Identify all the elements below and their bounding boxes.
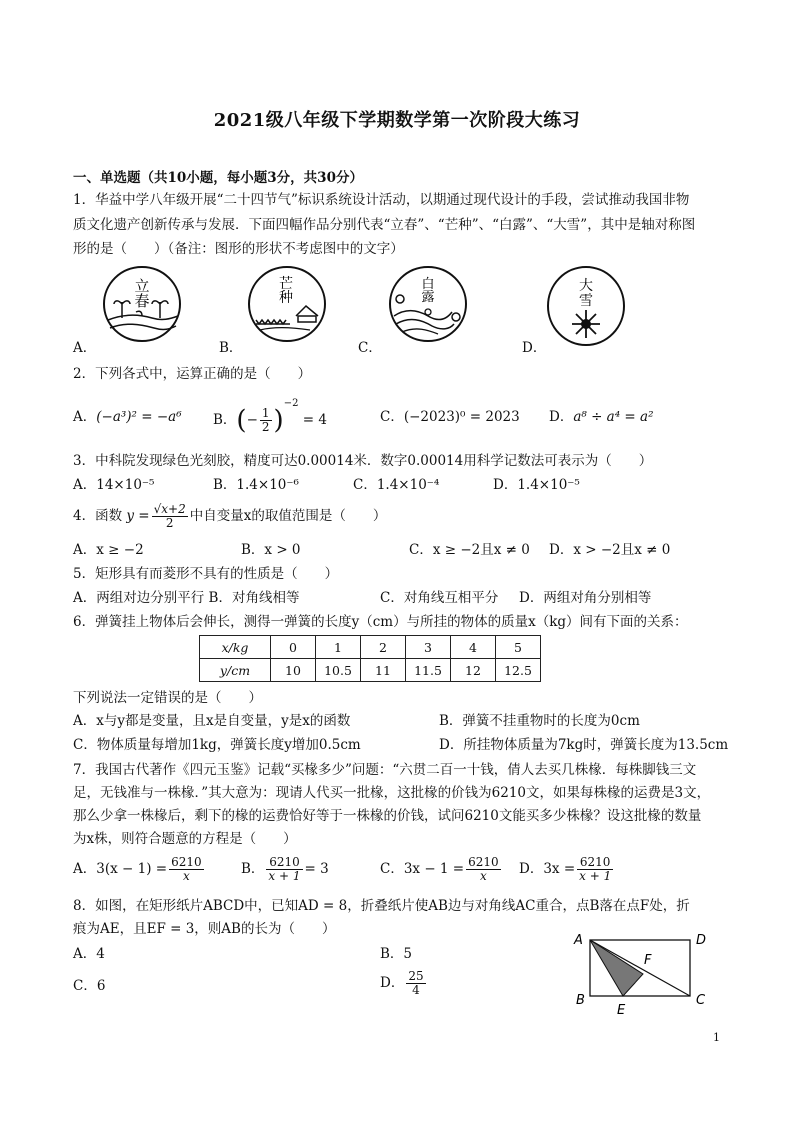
q7-line-2: 足，无钱准与一株椽．”其大意为：现请人代买一批椽，这批椽的价钱为6210文，如果每株椽的运费是3文，: [73, 785, 711, 801]
q1-option-d: D．: [522, 340, 547, 356]
q4-option-d: D．x > −2且x ≠ 0: [549, 542, 671, 558]
q4-y: y =: [126, 508, 150, 524]
q8-option-b: B．5: [380, 946, 413, 962]
q5-option-ab: A．两组对边分别平行 B．对角线相等: [73, 590, 300, 606]
q6-option-b: B．弹簧不挂重物时的长度为0cm: [439, 713, 640, 729]
label-e: E: [617, 1003, 626, 1018]
frac-num: √x+2: [153, 502, 186, 516]
table-header: x/kg: [200, 636, 271, 659]
table-cell: 2: [361, 636, 406, 659]
q7-a-lhs: A．3(x − 1) =: [73, 861, 168, 877]
q2-option-d-expr: a⁸ ÷ a⁴ = a²: [573, 409, 654, 425]
icon-text: 春: [134, 292, 150, 310]
label-d: D: [696, 933, 707, 948]
q6-stem: 6．弹簧挂上物体后会伸长，测得一弹簧的长度y（cm）与所挂的物体的质量x（kg）间有下面的关系：: [73, 614, 688, 630]
q4-option-c: C．x ≥ −2且x ≠ 0: [409, 542, 530, 558]
lichun-icon: [100, 264, 184, 344]
q8-line-2: 痕为AE，且EF = 3，则AB的长为（ ）: [73, 921, 336, 937]
icon-text: 芒: [279, 276, 293, 292]
table-cell: 5: [496, 636, 541, 659]
q2-option-b-rhs: = 4: [302, 412, 327, 428]
label-a: A: [574, 933, 583, 948]
frac-den: x + 1: [579, 869, 612, 883]
option-label: D．: [549, 409, 574, 425]
q1-option-c: C．: [358, 340, 382, 356]
icon-text: 大: [579, 278, 593, 294]
frac-num: 6210: [577, 856, 613, 870]
q1-option-b: B．: [219, 340, 243, 356]
frac-num: 6210: [468, 855, 499, 869]
bailu-icon: [386, 264, 470, 344]
q6-option-d: D．所挂物体质量为7kg时，弹簧长度为13.5cm: [439, 737, 729, 753]
q3-option-d: D．1.4×10⁻⁵: [493, 477, 580, 493]
frac-num: 6210: [266, 856, 302, 870]
table-cell: 4: [451, 636, 496, 659]
section-heading: 一、单选题（共10小题，每小题3分，共30分）: [73, 170, 363, 186]
frac-den: x: [480, 869, 487, 883]
q8-option-d: [380, 970, 428, 997]
exponent: −2: [283, 398, 299, 409]
icon-text: 露: [421, 290, 435, 305]
q2-option-a-expr: (−a³)² = −a⁶: [96, 409, 182, 425]
frac-den: 2: [165, 516, 174, 530]
q8-line-1: 8．如图，在矩形纸片ABCD中，已知AD = 8，折叠纸片使AB边与对角线AC重合，点B落在点F处，折: [73, 898, 690, 914]
q3-stem: 3．中科院发现绿色光刻胶，精度可达0.00014米．数字0.00014用科学记数法可表示为（ ）: [73, 453, 653, 469]
table-cell: 1: [316, 636, 361, 659]
q1-option-a: A．: [73, 340, 97, 356]
q3-option-c: C．1.4×10⁻⁴: [353, 477, 440, 493]
table-cell: 0: [271, 636, 316, 659]
q8-rectangle-figure: [568, 928, 718, 1018]
table-cell: 11: [361, 659, 406, 682]
q4-option-a: A．x ≥ −2: [73, 542, 144, 558]
q4-stem: [73, 503, 386, 530]
folded-triangle: [590, 940, 643, 996]
q8-d-lhs: D．: [380, 975, 405, 991]
table-cell: 12: [451, 659, 496, 682]
q7-option-a: [73, 856, 206, 883]
table-cell: 10: [271, 659, 316, 682]
q7-line-4: 为x株，则符合题意的方程是（ ）: [73, 831, 297, 847]
q7-option-b: [241, 856, 329, 883]
q7-b-rhs: = 3: [304, 861, 329, 877]
table-cell: 12.5: [496, 659, 541, 682]
icon-text: 雪: [579, 293, 593, 309]
table-cell: 3: [406, 636, 451, 659]
q2-option-b: B．(− $\frac{1}{2}$ )$^{-2}$ = 4: [213, 398, 327, 436]
label-c: C: [696, 993, 706, 1008]
q6-after: 下列说法一定错误的是（ ）: [73, 690, 262, 706]
q3-option-a: A．14×10⁻⁵: [73, 477, 155, 493]
q4-stem-post: 中自变量x的取值范围是（ ）: [189, 508, 387, 524]
label-b: B: [576, 993, 585, 1008]
diagonal-ac: [590, 940, 690, 996]
q1-line-2: 质文化遗产创新传承与发展．下面四幅作品分别代表“立春”、“芒种”、“白露”、“大雪”，其中是轴对称图: [73, 217, 696, 233]
table-cell: 11.5: [406, 659, 451, 682]
q7-d-lhs: D．3x =: [519, 861, 576, 877]
q1-line-3: 形的是（ ）（备注：图形的形状不考虑图中的文字）: [73, 241, 404, 257]
q5-option-c: C．对角线互相平分: [380, 590, 499, 606]
icon-text: 立: [134, 277, 150, 295]
q4-option-b: B．x > 0: [241, 542, 301, 558]
q2-option-d: [549, 409, 654, 425]
q7-option-d: [519, 856, 615, 883]
daxue-icon: [544, 264, 628, 348]
q7-c-lhs: C．3x − 1 =: [380, 861, 465, 877]
q6-table: [199, 635, 541, 682]
page-title: 2021级八年级下学期数学第一次阶段大练习: [213, 110, 581, 131]
frac-num: 1: [261, 406, 270, 420]
q7-line-1: 7．我国古代著作《四元玉鉴》记载“买椽多少”问题：“六贯二百一十钱，倩人去买几株椽．每株脚钱三文: [73, 762, 697, 778]
q2-stem: 2．下列各式中，运算正确的是（ ）: [73, 366, 312, 382]
frac-den: x: [182, 869, 190, 883]
table-row: [200, 659, 541, 682]
q7-b-lhs: B．: [241, 861, 265, 877]
q8-option-c: C．6: [73, 978, 106, 994]
table-header: y/cm: [200, 659, 271, 682]
frac-num: 6210: [171, 855, 202, 869]
q2-option-c-expr: (−2023)⁰ = 2023: [403, 409, 520, 425]
q7-line-3: 那么少拿一株椽后，剩下的椽的运费恰好等于一株椽的价钱，试问6210文能买多少株椽？设这批椽的数量: [73, 808, 702, 824]
frac-den: 2: [261, 420, 270, 434]
q6-option-a: A．x与y都是变量，且x是自变量，y是x的函数: [73, 713, 351, 729]
frac-num: 25: [408, 969, 424, 983]
table-cell: 10.5: [316, 659, 361, 682]
option-label: C．: [380, 409, 404, 425]
q2-option-c: [380, 409, 520, 425]
label-f: F: [644, 953, 652, 968]
icon-text: 种: [279, 290, 293, 306]
minus-sign: −: [246, 412, 258, 428]
table-row: [200, 636, 541, 659]
q3-option-b: B．1.4×10⁻⁶: [213, 477, 299, 493]
q8-option-a: A．4: [73, 946, 105, 962]
option-label: B．: [213, 412, 237, 428]
page-number: 1: [713, 1031, 720, 1044]
q5-stem: 5．矩形具有而菱形不具有的性质是（ ）: [73, 566, 339, 582]
frac-den: x + 1: [268, 869, 301, 883]
q4-stem-pre: 4．函数: [73, 508, 123, 524]
icon-text: 白: [421, 277, 435, 292]
q5-option-d: D．两组对角分别相等: [519, 590, 652, 606]
q6-option-c: C．物体质量每增加1kg，弹簧长度y增加0.5cm: [73, 737, 361, 753]
mangzhong-icon: [244, 264, 330, 344]
q1-line-1: 1．华益中学八年级开展“二十四节气”标识系统设计活动，以期通过现代设计的手段，尝试推动我国非物: [73, 192, 690, 208]
q7-option-c: [380, 856, 503, 883]
q2-option-a: [73, 409, 182, 425]
option-label: A．: [73, 409, 97, 425]
frac-den: 4: [412, 983, 420, 997]
